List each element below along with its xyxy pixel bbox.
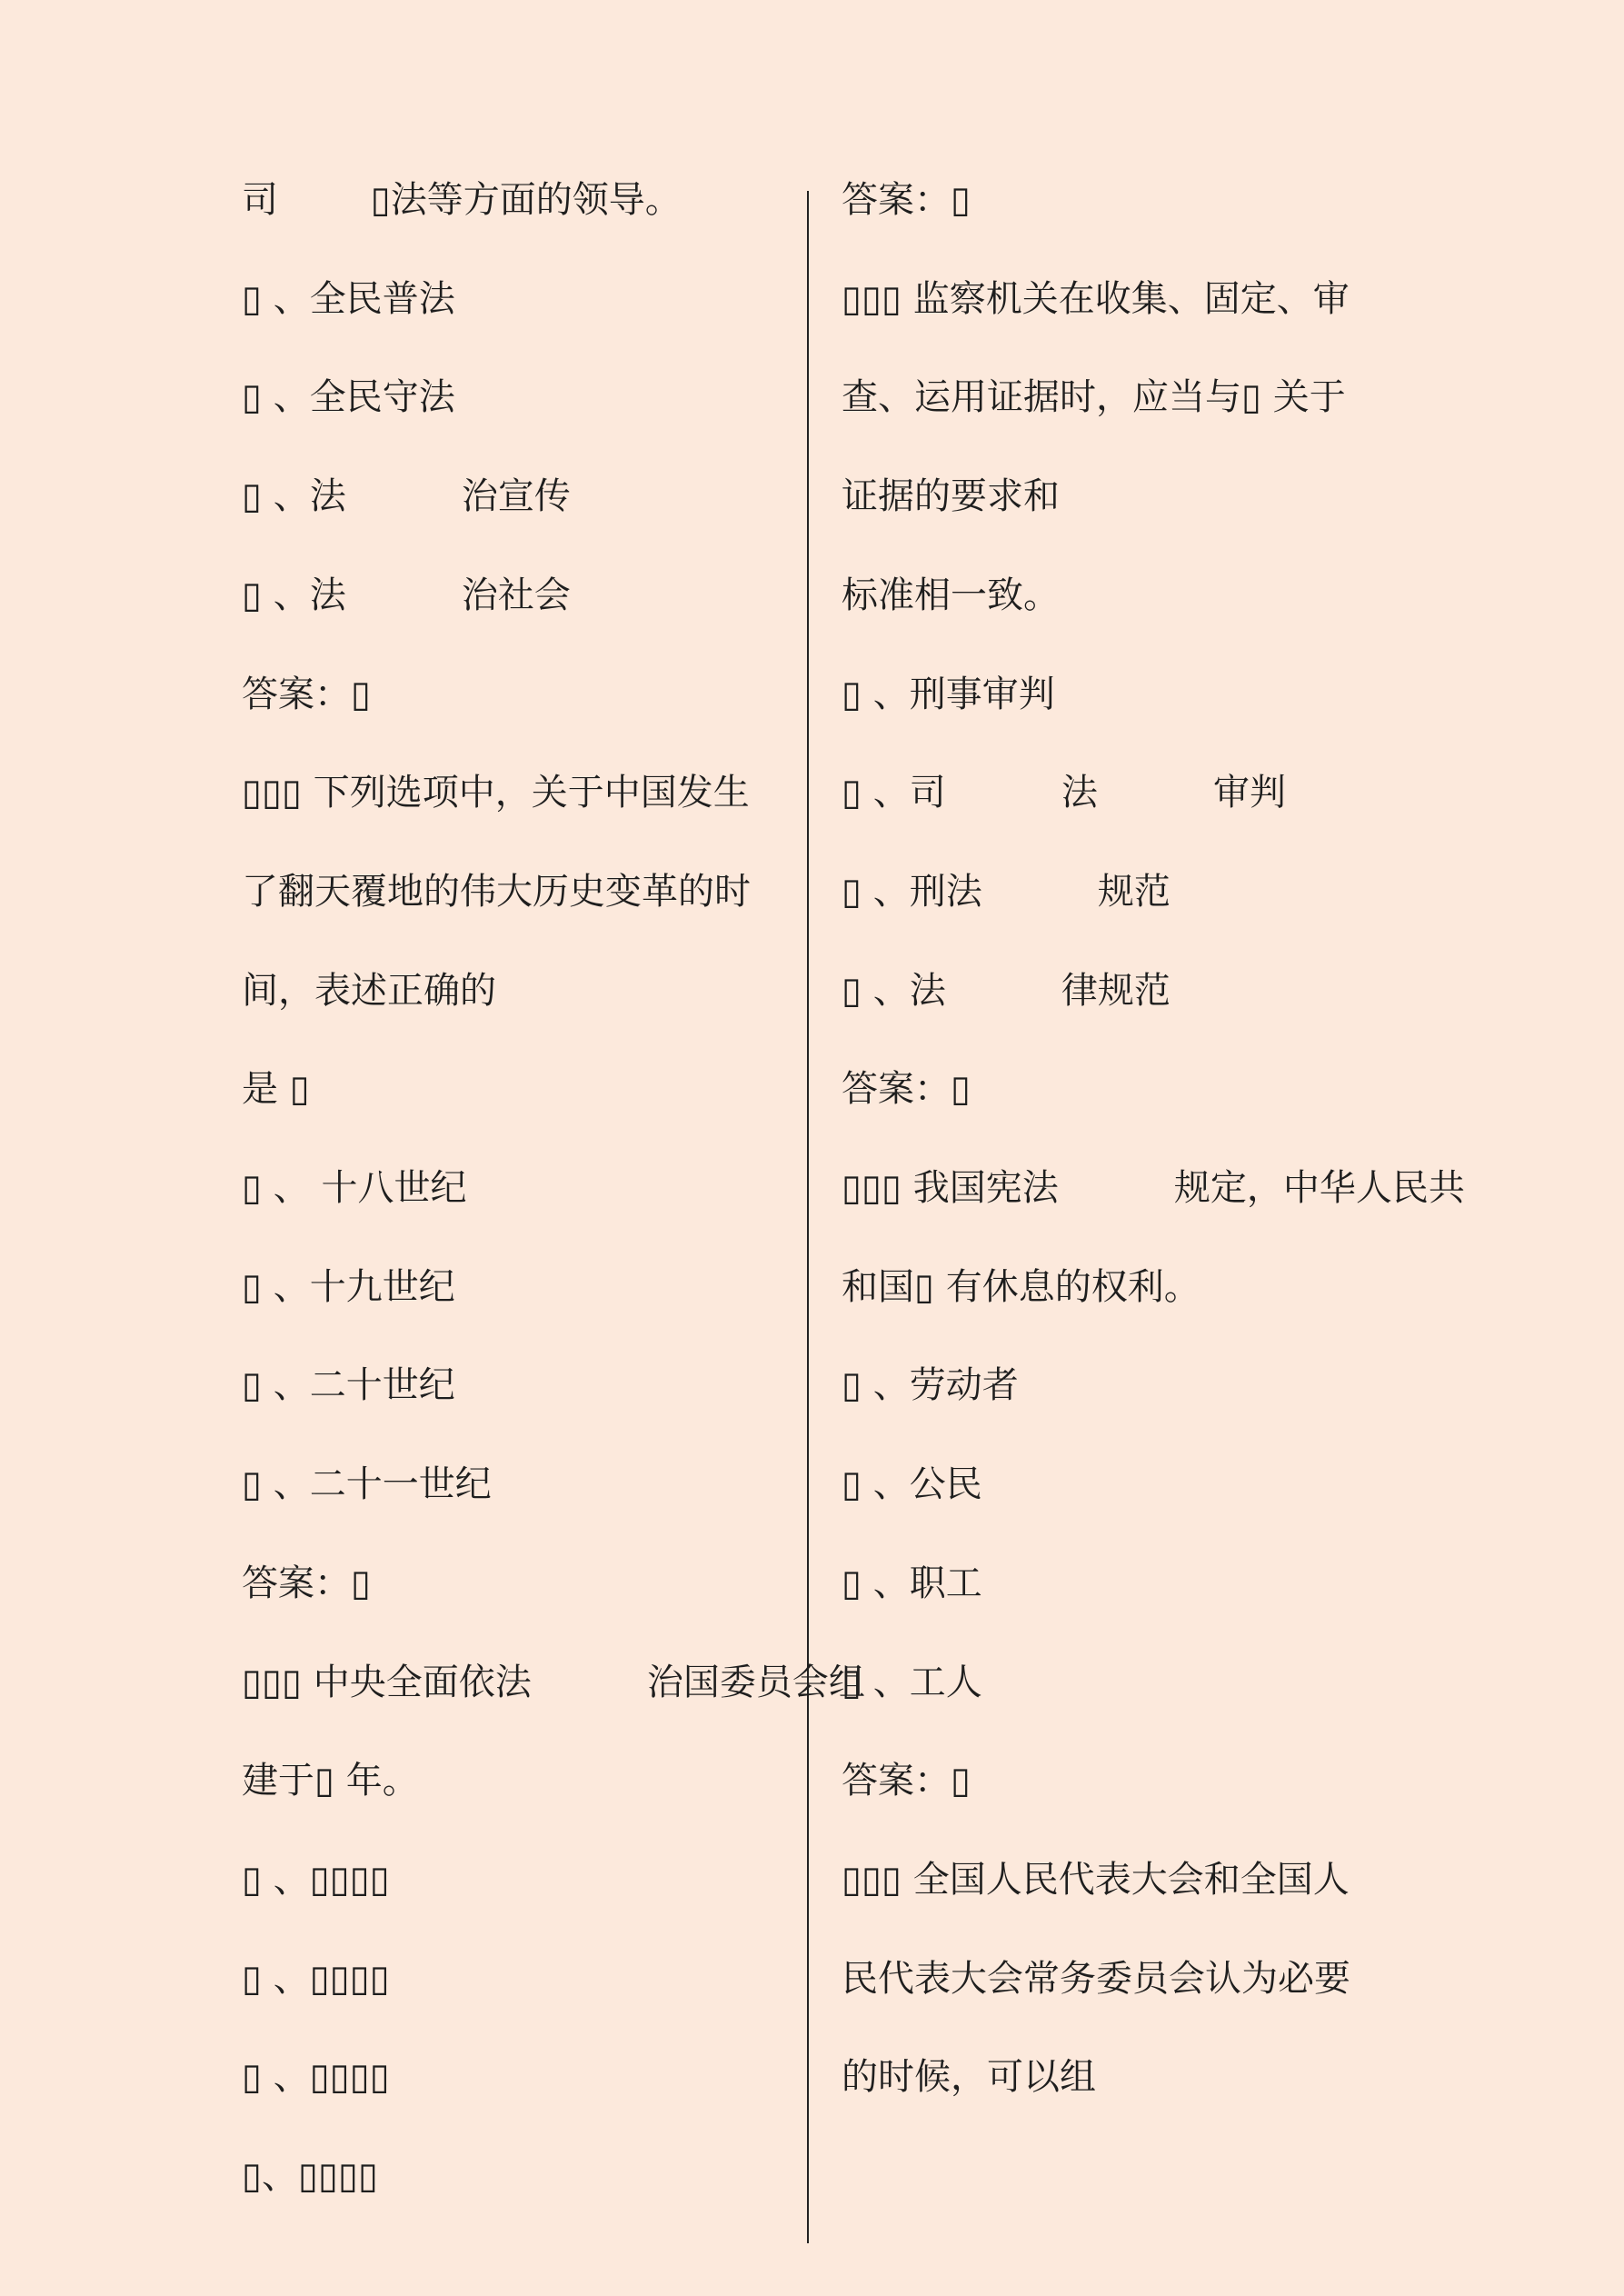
answer-line: 答案：▯ [842, 1068, 971, 1110]
question-line: 是 ▯ [242, 1068, 310, 1110]
question-line: 标准相一致。 [842, 574, 1060, 616]
question-line: 民代表大会常务委员会认为必要 [842, 1958, 1350, 2000]
option-line: ▯ 、▯▯▯▯ [242, 1859, 390, 1901]
option-line: ▯ 、法 治宣传 [242, 475, 571, 517]
option-line: ▯ 、▯▯▯▯ [242, 2056, 390, 2098]
column-divider [807, 191, 809, 2243]
question-line: 的时候，可以组 [842, 2056, 1096, 2098]
option-line: ▯ 、二十一世纪 [242, 1463, 492, 1505]
question-line: ▯▯▯ 全国人民代表大会和全国人 [842, 1859, 1350, 1901]
question-line: ▯▯▯ 我国宪法 规定，中华人民共 [842, 1167, 1465, 1209]
option-line: ▯ 、法 律规范 [842, 970, 1171, 1012]
answer-line: 答案：▯ [842, 179, 971, 221]
option-line: ▯ 、公民 [842, 1463, 982, 1505]
answer-line: 答案：▯ [242, 1562, 372, 1604]
question-line: ▯▯▯ 监察机关在收集、固定、审 [842, 278, 1350, 320]
question-line: ▯▯▯ 中央全面依法 治国委员会组 [242, 1662, 865, 1703]
option-line: ▯ 、二十世纪 [242, 1364, 455, 1406]
option-line: ▯、▯▯▯▯ [242, 2155, 379, 2197]
question-line: 和国▯ 有休息的权利。 [842, 1266, 1201, 1308]
option-line: ▯ 、刑法 规范 [842, 871, 1171, 913]
option-line: ▯ 、劳动者 [842, 1364, 1019, 1406]
answer-line: 答案：▯ [842, 1760, 971, 1802]
option-line: ▯ 、十九世纪 [242, 1266, 455, 1308]
option-line: ▯ 、▯▯▯▯ [242, 1958, 390, 2000]
option-line: ▯ 、刑事审判 [842, 674, 1055, 715]
option-line: ▯ 、全民普法 [242, 278, 455, 320]
question-line: 证据的要求和 [842, 475, 1060, 517]
question-line: ▯▯▯ 下列选项中，关于中国发生 [242, 772, 750, 814]
option-line: ▯ 、法 治社会 [242, 574, 571, 616]
option-line: ▯ 、工人 [842, 1662, 982, 1703]
option-line: ▯ 、职工 [842, 1562, 982, 1604]
option-line: ▯ 、 十八世纪 [242, 1167, 467, 1209]
answer-line: 答案：▯ [242, 674, 372, 715]
question-line: 间，表述正确的 [242, 970, 496, 1012]
option-line: ▯ 、司 法 审判 [842, 772, 1287, 814]
question-line: 建于▯ 年。 [242, 1760, 419, 1802]
question-line: 查、运用证据时，应当与▯ 关于 [842, 376, 1346, 418]
text-line: 司 ▯法等方面的领导。 [242, 179, 682, 221]
question-line: 了翻天覆地的伟大历史变革的时 [242, 871, 751, 913]
option-line: ▯ 、全民守法 [242, 376, 455, 418]
